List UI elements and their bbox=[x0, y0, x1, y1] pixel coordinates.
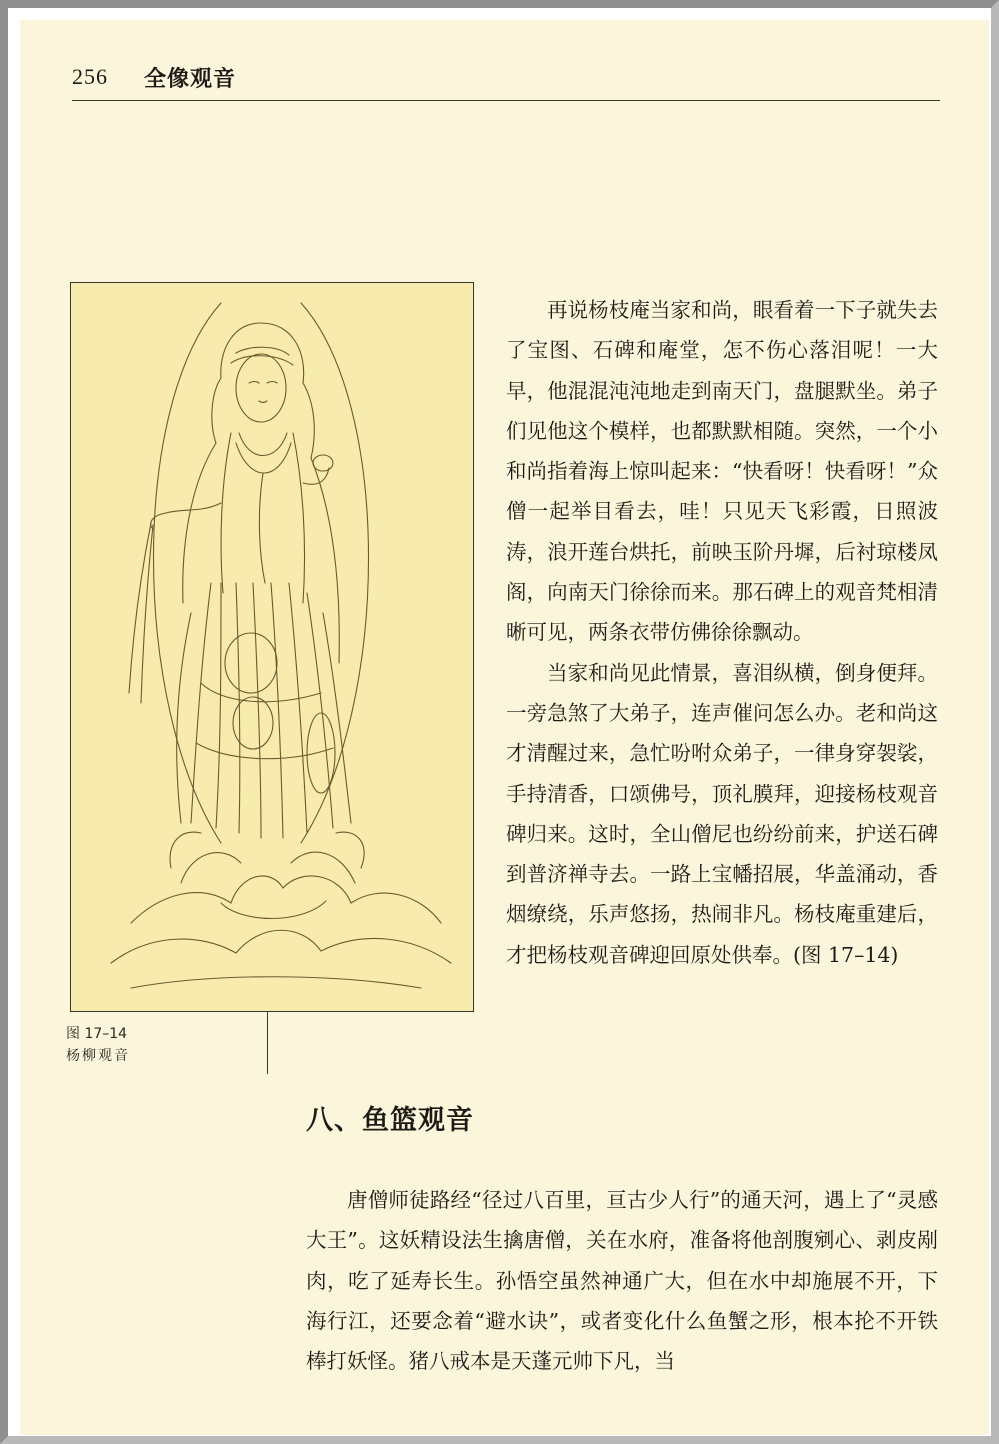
section-body-text bbox=[306, 1180, 938, 1381]
caption-divider bbox=[267, 1012, 268, 1074]
section-heading: 八、鱼篮观音 bbox=[306, 1105, 474, 1136]
paragraph: 唐僧师徒路经“径过八百里，亘古少人行”的通天河，遇上了“灵感大王”。这妖精设法生擒唐僧，关在水府，准备将他剖腹剜心、剥皮剐肉，吃了延寿长生。孙悟空虽然神通广大，但在水中却施展不开，下海行江，还要念着“避水诀”，或者变化什么鱼蟹之形，根本抡不开铁棒打妖怪。猪八戒本是天蓬元帅下凡，当 bbox=[306, 1188, 938, 1374]
figure-number: 图 17–14 bbox=[66, 1026, 128, 1042]
running-header bbox=[72, 60, 940, 101]
paragraph: 当家和尚见此情景，喜泪纵横，倒身便拜。一旁急煞了大弟子，连声催问怎么办。老和尚这才清醒过来，急忙吩咐众弟子，一律身穿袈裟，手持清香，口颂佛号，顶礼膜拜，迎接杨枝观音碑归来。这时，全山僧尼也纷纷前来，护送石碑到普济禅寺去。一路上宝幡招展，华盖涌动，香烟缭绕，乐声悠扬，热闹非凡。杨枝庵重建后，才把杨枝观音碑迎回原处供奉。(图 17–14) bbox=[506, 660, 938, 967]
book-page bbox=[20, 20, 989, 1435]
guanyin-line-drawing bbox=[71, 283, 474, 1012]
book-title: 全像观音 bbox=[144, 67, 237, 92]
figure-caption: 杨柳观音 bbox=[66, 1048, 130, 1064]
body-text-column bbox=[506, 290, 938, 975]
illustration-figure bbox=[70, 282, 474, 1012]
paragraph: 再说杨枝庵当家和尚，眼看着一下子就失去了宝图、石碑和庵堂，怎不伤心落泪呢！一大早，他混混沌沌地走到南天门，盘腿默坐。弟子们见他这个模样，也都默默相随。突然，一个小和尚指着海上惊叫起来：“快看呀！快看呀！”众僧一起举目看去，哇！只见天飞彩霞，日照波涛，浪开莲台烘托，前映玉阶丹墀，后衬琼楼凤阁，向南天门徐徐而来。那石碑上的观音梵相清晰可见，两条衣带仿佛徐徐飘动。 bbox=[506, 298, 938, 645]
page-number: 256 bbox=[72, 64, 108, 89]
